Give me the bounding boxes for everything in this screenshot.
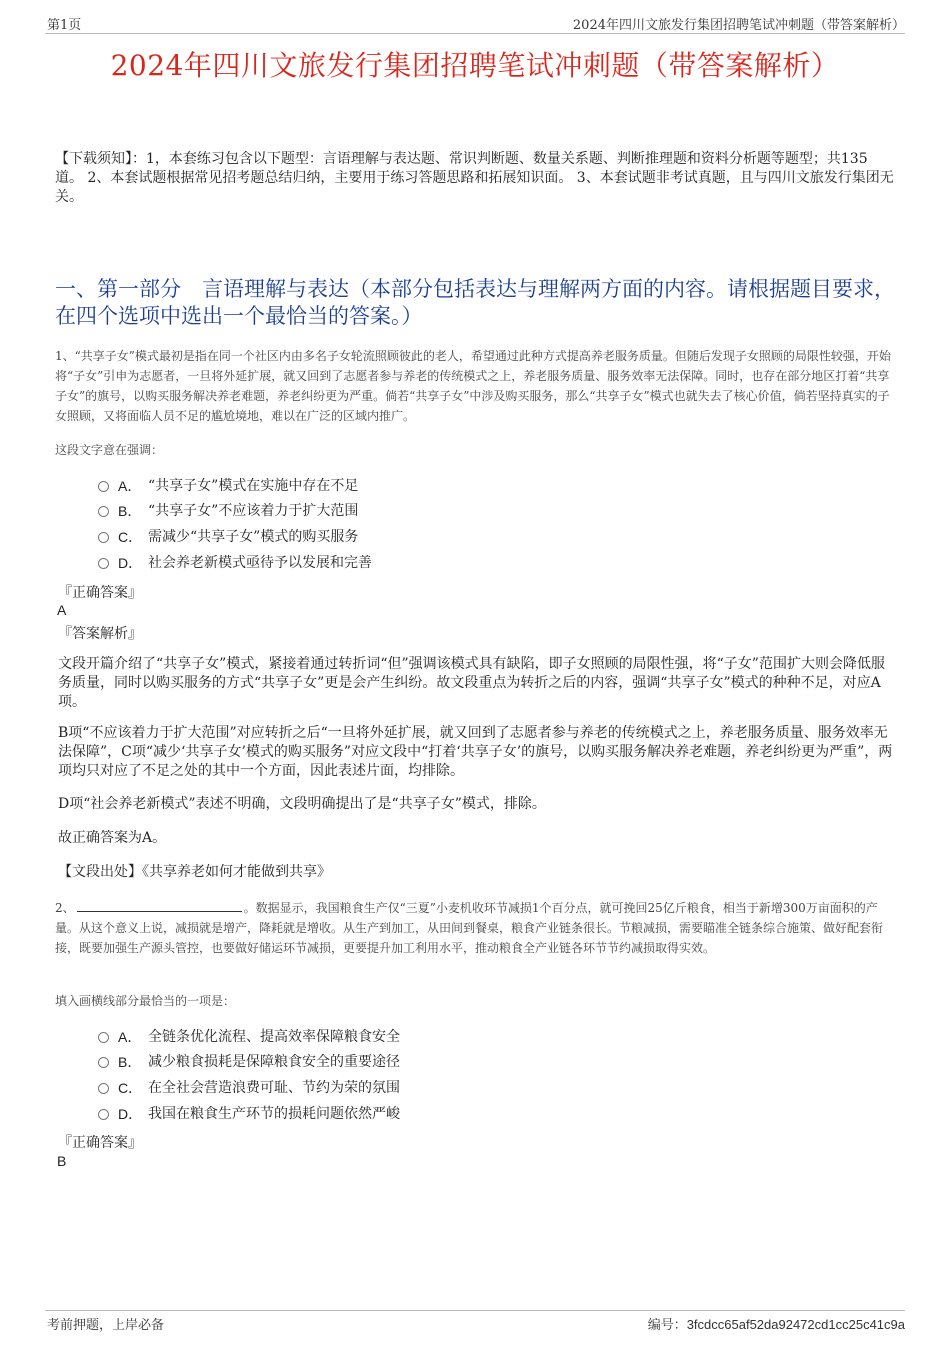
question-2-text: 2、 。数据显示，我国粮食生产仅“三夏”小麦机收环节减损1个百分点，就可挽回25亿斤粮食，相当于新增300万亩面积的产量。从这个意义上说，减损就是增产，降耗就是增收。从生产到加工，从田间到餐桌，粮食产业链条很长。节粮减损，需要瞄准全链条综合施策、做好配套衔接，既要加强生产源头管控，也要做好储运环节减损，更要提升加工利用水平，推动粮食全产业链各环节节约减损取得实效。	[55, 901, 884, 955]
analysis-paragraph: B项“不应该着力于扩大范围”对应转折之后“一旦将外延扩展，就又回到了志愿者参与养老的传统模式之上，养老服务质量、服务效率无法保障”，C项“减少‘共享子女’模式的购买服务”对应文段中“打着‘共享子女’的旗号，以购买服务解决养老难题，养老纠纷更为严重”，两项均只对应了不足之处的其中一个方面，因此表述片面，均排除。	[58, 725, 893, 779]
analysis-paragraph: 故正确答案为A。	[58, 830, 167, 846]
analysis-paragraph: 文段开篇介绍了“共享子女”模式，紧接着通过转折词“但”强调该模式具有缺陷，即子女照顾的局限性强，将“子女”范围扩大则会降低服务质量，同时以购买服务的方式“共享子女”更是会产生纠纷。故文段重点为转折之后的内容，强调“共享子女”模式的种种不足，对应A项。	[58, 656, 885, 710]
radio-button[interactable]	[98, 1083, 109, 1094]
radio-button[interactable]	[98, 532, 109, 543]
question-2-option-b[interactable]: B． 减少粮食损耗是保障粮食安全的重要途径	[98, 1050, 400, 1074]
question-1-prompt: 这段文字意在强调：	[55, 443, 164, 457]
radio-button[interactable]	[98, 1109, 109, 1120]
document-id: 编号：3fcdcc65af52da92472cd1cc25c41c9a	[647, 1317, 905, 1333]
question-2-option-d[interactable]: D． 我国在粮食生产环节的损耗问题依然严峻	[98, 1102, 400, 1126]
footer-slogan: 考前押题，上岸必备	[47, 1318, 165, 1333]
analysis-paragraph: D项“社会养老新模式”表述不明确，文段明确提出了是“共享子女”模式，排除。	[58, 796, 546, 812]
radio-button[interactable]	[98, 1057, 109, 1068]
download-notice: 【下载须知】：1，本套练习包含以下题型：言语理解与表达题、常识判断题、数量关系题、判断推理题和资料分析题等题型；共135道。 2、本套试题根据常见招考题总结归纳，主要用于练习答题思路和拓展知识面。 3、本套试题非考试真题，且与四川文旅发行集团无关。	[55, 151, 894, 205]
page-number: 第1页	[47, 18, 82, 33]
footer-divider	[45, 1310, 905, 1311]
question-2-prompt: 填入画横线部分最恰当的一项是：	[55, 994, 236, 1008]
correct-answer: A	[57, 602, 67, 618]
source-citation: 【文段出处】《共享养老如何才能做到共享》	[58, 864, 331, 880]
question-1-option-d[interactable]: D． 社会养老新模式亟待予以发展和完善	[98, 551, 372, 575]
correct-answer-label: 『正确答案』	[58, 1135, 142, 1151]
fill-in-blank	[77, 899, 242, 912]
analysis-label: 『答案解析』	[58, 626, 142, 642]
question-1-option-c[interactable]: C． 需减少“共享子女”模式的购买服务	[98, 525, 358, 549]
running-header-title: 2024年四川文旅发行集团招聘笔试冲刺题（带答案解析）	[572, 18, 905, 33]
radio-button[interactable]	[98, 481, 109, 492]
radio-button[interactable]	[98, 1032, 109, 1043]
correct-answer: B	[57, 1153, 67, 1169]
section-heading: 一、第一部分 言语理解与表达（本部分包括表达与理解两方面的内容。请根据题目要求，在四个选项中选出一个最恰当的答案。）	[55, 277, 895, 328]
question-1-option-a[interactable]: A． “共享子女”模式在实施中存在不足	[98, 474, 358, 498]
correct-answer-label: 『正确答案』	[58, 585, 142, 601]
question-1-option-b[interactable]: B． “共享子女”不应该着力于扩大范围	[98, 499, 358, 523]
radio-button[interactable]	[98, 506, 109, 517]
radio-button[interactable]	[98, 558, 109, 569]
question-2-option-a[interactable]: A． 全链条优化流程、提高效率保障粮食安全	[98, 1025, 400, 1049]
header-divider	[45, 33, 905, 34]
page-title: 2024年四川文旅发行集团招聘笔试冲刺题（带答案解析）	[110, 49, 840, 82]
question-1-text: 1、“共享子女”模式最初是指在同一个社区内由多名子女轮流照顾彼此的老人，希望通过此种方式提高养老服务质量。但随后发现子女照顾的局限性较强，开始将“子女”引申为志愿者，一旦将外延扩展，就又回到了志愿者参与养老的传统模式之上，养老服务质量、服务效率无法保障。同时，也存在部分地区打着“共享子女”的旗号，以购买服务解决养老难题，养老纠纷更为严重。倘若“共享子女”中涉及购买服务，那么“共享子女”模式也就失去了核心价值，倘若坚持真实的子女照顾，又将面临人员不足的尴尬境地，难以在广泛的区域内推广。	[55, 349, 891, 423]
question-2-option-c[interactable]: C． 在全社会营造浪费可耻、节约为荣的氛围	[98, 1076, 400, 1100]
